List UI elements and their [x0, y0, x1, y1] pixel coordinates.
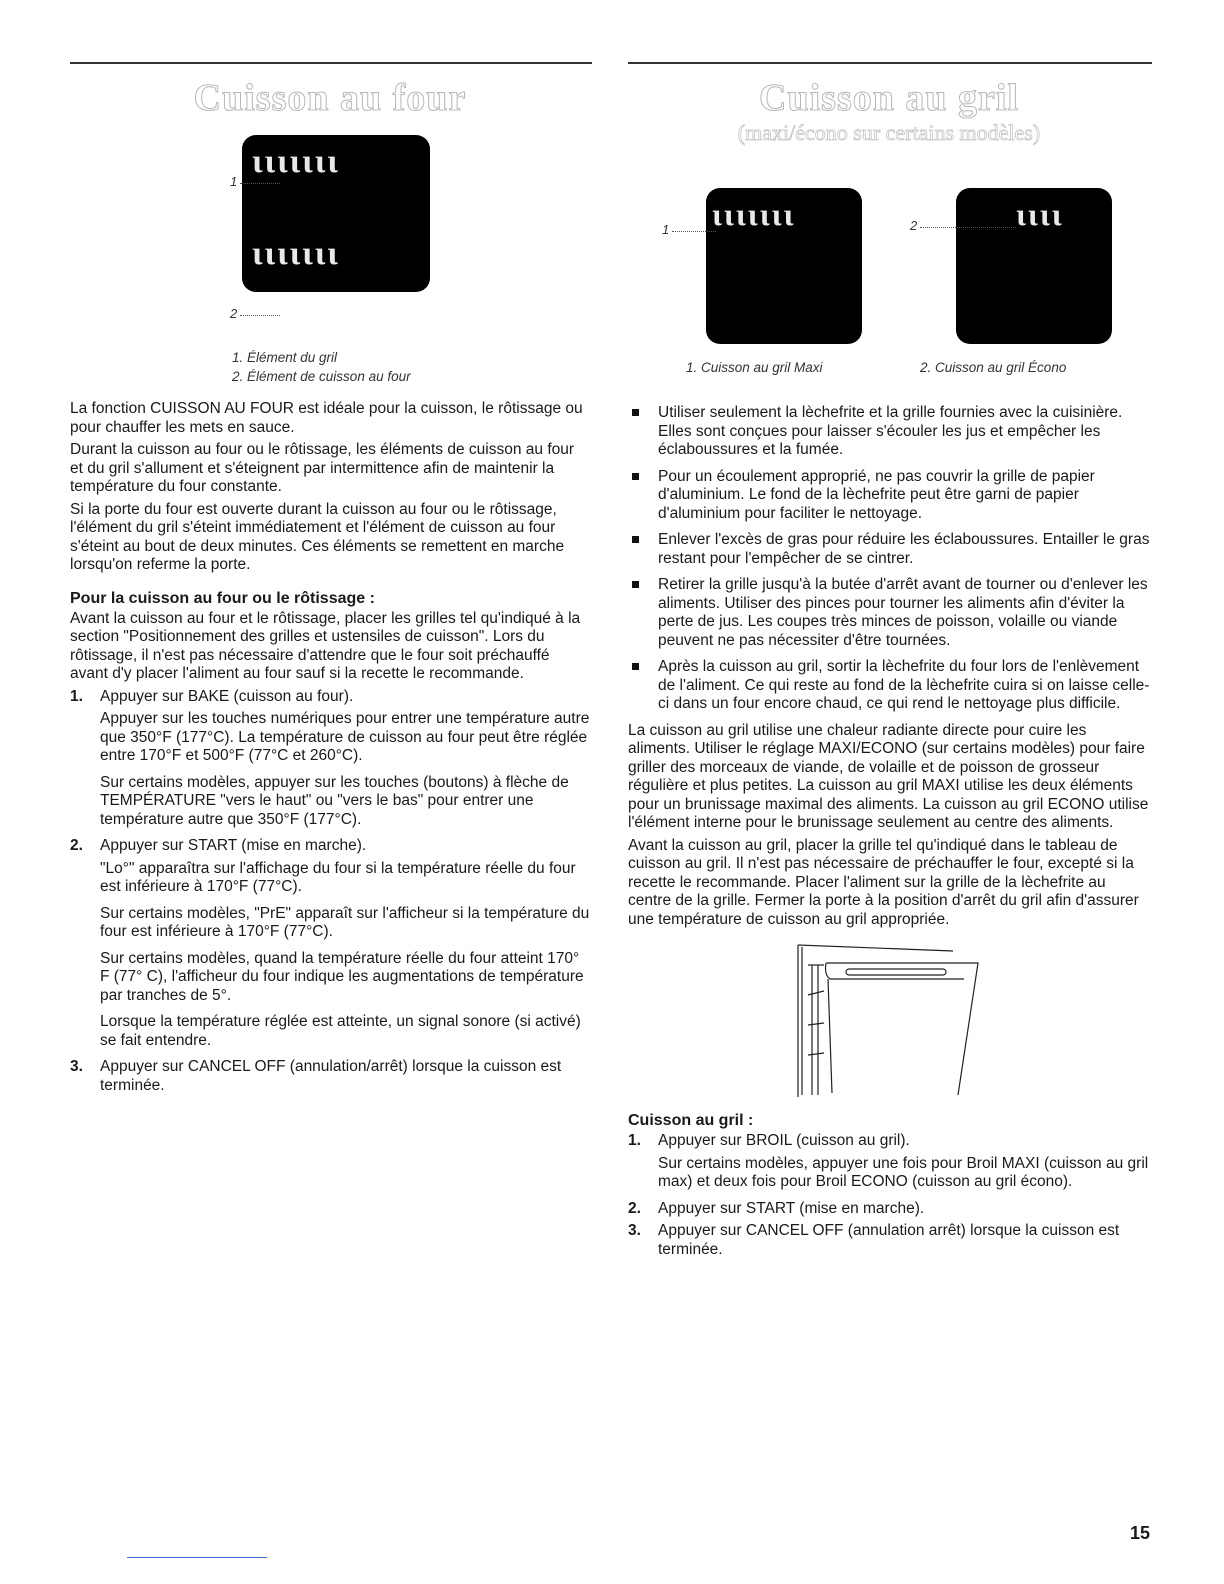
step-number: 3.	[70, 1058, 83, 1075]
broil-figure	[628, 146, 1150, 396]
econo-broil-coil: ιιιι	[1016, 196, 1064, 232]
step-text: Appuyer sur les touches numériques pour entrer une température autre que 350°F (177°C). La température de cuisson au four peut être réglée entre 170°F et 500°F (77°C et 260°C).	[100, 710, 590, 764]
callout-2: 2	[230, 306, 238, 321]
callout-1: 1	[662, 222, 670, 237]
step-text: Appuyer sur CANCEL OFF (annulation arrêt) lorsque la cuisson est terminée.	[658, 1222, 1120, 1258]
bake-heading-paragraph: Avant la cuisson au four et le rôtissage, placer les grilles tel qu'indiqué à la section "Positionnement des grilles et ustensiles de cuisson". Lors du rôtissage, il n'est pas nécessaire d'attendre que le four soit préchauffé avant d'y placer l'aliment au four sauf si la recette le recommande.	[70, 609, 581, 682]
callout-1-leader	[672, 231, 716, 232]
step-number: 2.	[70, 837, 83, 854]
step-text: Sur certains modèles, appuyer une fois pour Broil MAXI (cuisson au gril max) et deux fois pour Broil ECONO (cuisson au gril écono).	[658, 1154, 1149, 1190]
step-number: 1.	[628, 1132, 641, 1149]
broil-heading: Cuisson au gril :	[628, 1112, 754, 1129]
step-number: 1.	[70, 687, 83, 705]
step-text: Appuyer sur BROIL (cuisson au gril).	[658, 1132, 910, 1149]
top-rule-left	[70, 62, 592, 64]
step-item	[70, 837, 590, 1050]
step-text: Appuyer sur START (mise en marche).	[100, 837, 367, 854]
callout-2-leader	[920, 227, 1016, 228]
top-rule-right	[628, 62, 1152, 64]
step-item	[628, 1200, 1150, 1219]
caption-bake-element: 2. Élément de cuisson au four	[232, 369, 411, 384]
step-number: 3.	[628, 1222, 641, 1239]
bake-element-coil: ιιιιιιι	[252, 235, 340, 272]
step-item	[70, 688, 590, 830]
callout-2: 2	[910, 218, 918, 233]
maxi-broil-coil: ιιιιιιι	[712, 196, 796, 232]
maxi-broil-illustration	[706, 188, 862, 344]
caption-econo: 2. Cuisson au gril Écono	[920, 360, 1067, 375]
oven-door-illustration	[788, 935, 988, 1103]
caption-broil-element: 1. Élément du gril	[232, 350, 338, 365]
step-text: Sur certains modèles, quand la température réelle du four atteint 170° F (77° C), l'afficheur du four indique les augmentations de température par tranches de 5°.	[100, 949, 584, 1004]
broil-steps	[628, 1132, 1150, 1259]
broil-paragraph: La cuisson au gril utilise une chaleur radiante directe pour cuire les aliments. Utiliser le réglage MAXI/ECONO (sur certains modèles) pour faire griller des morceaux de viande, de volaille et de poisson de grosseur régulière et plus petites. La cuisson au gril MAXI utilise les deux éléments pour un brunissage maximal des aliments. La cuisson au gril ECONO utilise l'élément interne pour le brunissage seulement au centre des aliments.	[628, 721, 1149, 831]
broil-paragraph: Avant la cuisson au gril, placer la grille tel qu'indiqué dans le tableau de cuisson au gril. Il n'est pas nécessaire de préchauffer le four, excepté si la recette le recommande. Placer l'aliment sur la grille de la lèchefrite au centre de la grille. Fermer la porte à la position d'arrêt du gril afin d'assurer une température de cuisson au gril appropriée.	[628, 836, 1139, 928]
broil-tips	[628, 404, 1150, 714]
bake-figure	[70, 120, 590, 384]
tip-item: Retirer la grille jusqu'à la butée d'arrêt avant de tourner ou d'enlever les aliments. Utiliser des pinces pour tourner les aliments afin d'éviter la perte de jus. Les coupes très minces de poisson, volaille ou viande peuvent ne pas nécessiter d'être tournées.	[628, 576, 1150, 650]
step-item	[628, 1132, 1150, 1192]
econo-broil-illustration	[956, 188, 1112, 344]
tip-item: Enlever l'excès de gras pour réduire les éclaboussures. Entailler le gras restant pour l'empêcher de se cintrer.	[628, 531, 1150, 568]
step-text: Appuyer sur START (mise en marche).	[658, 1199, 925, 1217]
step-text: Appuyer sur BAKE (cuisson au four).	[100, 687, 354, 705]
broil-subtitle: (maxi/écono sur certains modèles)	[737, 120, 1041, 145]
step-text: Lorsque la température réglée est atteinte, un signal sonore (si activé) se fait entendre.	[100, 1013, 581, 1049]
step-item	[70, 1058, 590, 1095]
oven-door-stop-figure	[628, 935, 1150, 1107]
intro-paragraph: Durant la cuisson au four ou le rôtissage, les éléments de cuisson au four et du gril s'allument et s'éteignent par intermittence afin de maintenir la température du four constante.	[70, 441, 575, 495]
broil-title: Cuisson au gril	[759, 77, 1019, 119]
intro-paragraph: Si la porte du four est ouverte durant la cuisson au four ou le rôtissage, l'élément du gril s'éteint immédiatement et l'élément de cuisson au four s'éteint au bout de deux minutes. Ces éléments se remettent en marche lorsqu'on referme la porte.	[70, 500, 565, 573]
page-number: 15	[1129, 1523, 1150, 1543]
callout-1: 1	[230, 174, 238, 189]
step-text: "Lo°" apparaîtra sur l'affichage du four si la température réelle du four est inférieure à 170°F (77°C).	[100, 859, 576, 895]
broil-section	[628, 70, 1150, 1263]
footer-link-underline	[127, 1557, 267, 1558]
step-text: Appuyer sur CANCEL OFF (annulation/arrêt) lorsque la cuisson est terminée.	[100, 1058, 562, 1094]
tip-item: Pour un écoulement approprié, ne pas couvrir la grille de papier d'aluminium. Le fond de la lèchefrite peut être garni de papier d'aluminium pour faciliter le nettoyage.	[628, 468, 1150, 524]
step-text: Sur certains modèles, appuyer sur les touches (boutons) à flèche de TEMPÉRATURE "vers le haut" ou "vers le bas" pour entrer une température autre que 350°F (177°C).	[100, 773, 569, 828]
bake-figure-captions	[232, 348, 411, 386]
broil-element-coil: ιιιιιιι	[252, 143, 340, 180]
intro-paragraph: La fonction CUISSON AU FOUR est idéale pour la cuisson, le rôtissage ou pour chauffer les mets en sauce.	[70, 400, 583, 436]
tip-item: Après la cuisson au gril, sortir la lèchefrite du four lors de l'enlèvement de l'aliment. Ce qui reste au fond de la lèchefrite cuira si on laisse celle-ci dans un four encore chaud, ce qui rend le nettoyage plus difficile.	[628, 658, 1150, 714]
tip-item: Utiliser seulement la lèchefrite et la grille fournies avec la cuisinière. Elles sont conçues pour laisser s'écouler les jus et empêcher les éclaboussures et la fumée.	[628, 404, 1150, 460]
bake-heading: Pour la cuisson au four ou le rôtissage :	[70, 589, 375, 607]
step-number: 2.	[628, 1199, 641, 1217]
bake-intro	[70, 400, 590, 575]
oven-element-illustration	[242, 135, 430, 292]
step-text: Sur certains modèles, "PrE" apparaît sur l'afficheur si la température du four est inférieure à 170°F (77°C).	[100, 904, 590, 940]
callout-2-leader	[240, 315, 280, 316]
bake-title: Cuisson au four	[193, 77, 467, 119]
callout-1-leader	[240, 183, 280, 184]
caption-maxi: 1. Cuisson au gril Maxi	[686, 360, 823, 375]
bake-steps	[70, 688, 590, 1096]
bake-section	[70, 70, 590, 1099]
step-item	[628, 1222, 1150, 1259]
